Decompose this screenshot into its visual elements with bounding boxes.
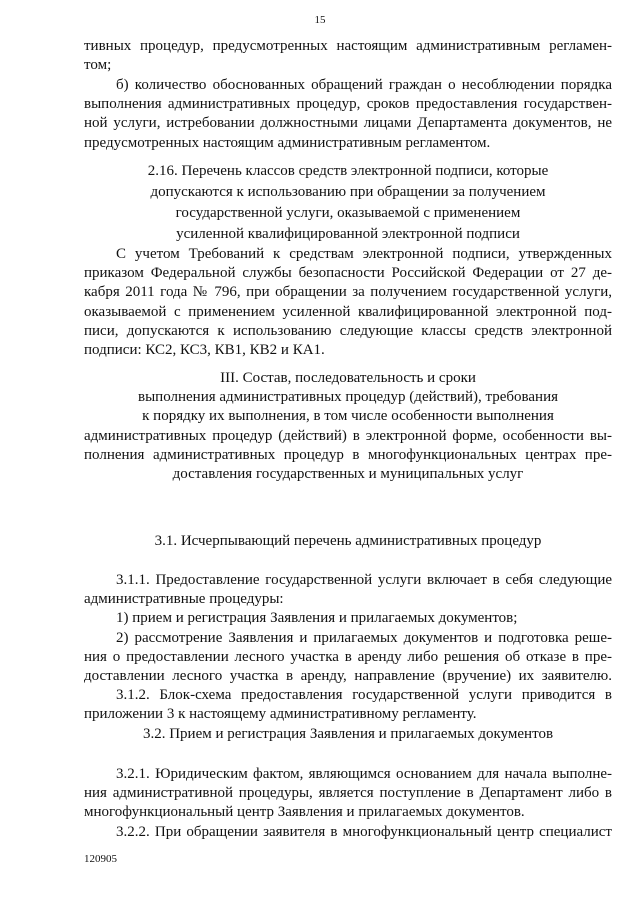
text-line: административные процедуры:	[84, 591, 284, 608]
heading-line: полнения административных процедур в многофункциональных центрах пре-	[84, 446, 612, 463]
heading-line: административных процедур (действий) в электронной форме, особенности вы-	[84, 427, 612, 444]
document-code: 120905	[84, 853, 117, 865]
text-line: ния административной процедуры, является поступление в Департамент либо в	[84, 785, 612, 802]
paragraph-3-1	[84, 571, 612, 725]
text-line: многофункциональный центр Заявления и прилагаемых документов.	[84, 804, 525, 821]
section-heading-iii	[84, 369, 612, 484]
text-line: 3.1.2. Блок-схема предоставления государственной услуги приводится в	[116, 687, 612, 704]
text-line: ния о предоставлении лесного участка в аренду либо решения об отказе в пре-	[84, 648, 612, 665]
text-line: том;	[84, 57, 112, 74]
heading-line: к порядку их выполнения, в том числе особенности выполнения	[142, 408, 554, 425]
text-line: С учетом Требований к средствам электронной подписи, утвержденных	[116, 246, 612, 262]
heading-line: 3.2. Прием и регистрация Заявления и прилагаемых документов	[142, 726, 554, 742]
paragraph-3-2	[84, 765, 612, 842]
paragraph-b-continuation	[84, 37, 612, 75]
page-number: 15	[314, 14, 326, 26]
text-line: 1) прием и регистрация Заявления и прилагаемых документов;	[116, 610, 518, 627]
text-line: доставлении лесного участка в аренду, направление (вручение) их заявителю.	[84, 668, 612, 685]
text-line: писи, допускаются к использованию следующие классы средств электронной	[84, 322, 612, 339]
text-line: приложении 3 к настоящему административному регламенту.	[84, 706, 477, 723]
heading-line: 3.1. Исчерпывающий перечень административных процедур	[154, 533, 542, 549]
section-heading-3-1	[84, 532, 612, 551]
text-line: б) количество обоснованных обращений граждан о несоблюдении порядка	[116, 77, 612, 93]
text-line: оказываемой с применением усиленной квалифицированной электронной под-	[84, 303, 612, 320]
section-heading-3-2	[84, 725, 612, 744]
text-line: выполнения административных процедур, сроков предоставления государствен-	[84, 96, 612, 113]
paragraph-2-16	[84, 245, 612, 360]
text-line: 3.2.1. Юридическим фактом, являющимся основанием для начала выполне-	[116, 766, 612, 782]
text-line: 3.1.1. Предоставление государственной услуги включает в себя следующие	[116, 572, 612, 588]
paragraph-b	[84, 76, 612, 153]
text-line: 2) рассмотрение Заявления и прилагаемых документов и подготовка реше-	[116, 629, 612, 646]
text-line: подписи: КС2, КС3, КВ1, КВ2 и КА1.	[84, 342, 325, 359]
text-line: кабря 2011 года № 796, при обращении за получением государственной услуги,	[84, 284, 612, 301]
text-line: приказом Федеральной службы безопасности Российской Федерации от 27 де-	[84, 265, 612, 282]
heading-line: выполнения административных процедур (действий), требования	[138, 389, 558, 406]
text-line: ной услуги, истребовании должностными лицами Департамента документов, не	[84, 115, 612, 132]
heading-line: III. Состав, последовательность и сроки	[220, 370, 476, 386]
heading-line: доставления государственных и муниципальных услуг	[172, 466, 524, 483]
heading-line: допускаются к использованию при обращении за получением	[150, 184, 546, 200]
heading-line: 2.16. Перечень классов средств электронной подписи, которые	[147, 163, 549, 179]
text-line: предусмотренных настоящим административным регламентом.	[84, 134, 491, 151]
text-line: 3.2.2. При обращении заявителя в многофункциональный центр специалист	[116, 823, 612, 840]
text-line: тивных процедур, предусмотренных настоящим административным регламен-	[84, 38, 612, 54]
section-heading-2-16	[84, 161, 612, 245]
heading-line: государственной услуги, оказываемой с применением	[175, 205, 521, 221]
heading-line: усиленной квалифицированной электронной подписи	[176, 226, 520, 242]
